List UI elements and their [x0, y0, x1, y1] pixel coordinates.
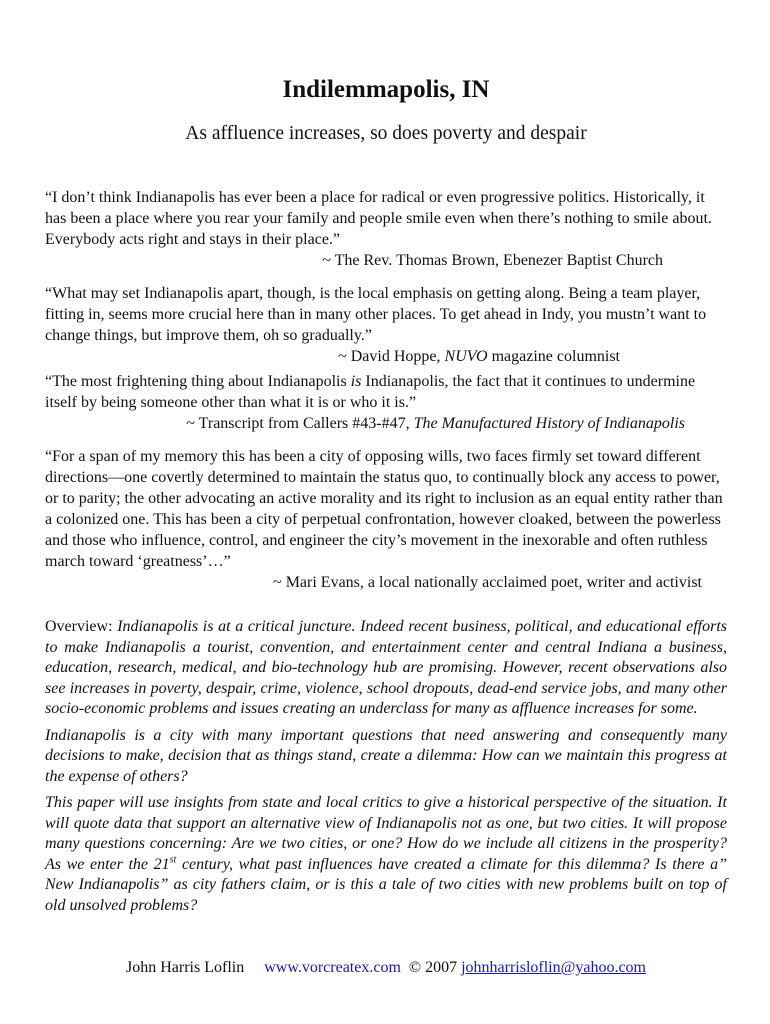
- quote-text: “What may set Indianapolis apart, though, is the local emphasis on getting along. Being a team player, fitting in, seems more crucial here than in many other places. To get ahead in Indy, you mustn’t want to change things, but improve them, oh so gradually.”: [45, 285, 707, 344]
- footer-website-link[interactable]: www.vorcreatex.com: [264, 959, 401, 976]
- attribution-name: ~ David Hoppe,: [338, 348, 445, 365]
- ordinal-suffix: st: [169, 854, 177, 866]
- footer-email-link[interactable]: johnharrisloflin@yahoo.com: [461, 959, 646, 976]
- quote-attribution: ~ The Rev. Thomas Brown, Ebenezer Baptist Church: [322, 252, 663, 269]
- quote-text: “For a span of my memory this has been a city of opposing wills, two faces firmly set toward different directions—one covertly determined to maintain the status quo, to continually block any access to power, or to parity; the other advocating an active morality and its right to inclusion as an equal entity rather than a colonized one. This has been a city of perpetual confrontation, however cloaked, between the powerless and those who influence, control, and engineer the city’s movement in the inexorable and often ruthless march toward ‘greatness’…”: [45, 448, 723, 570]
- attribution-role: magazine columnist: [487, 348, 620, 365]
- overview-section: [45, 617, 727, 916]
- quote-evans: [45, 446, 727, 593]
- quote-brown: [45, 187, 727, 271]
- overview-label: Overview:: [45, 618, 118, 635]
- quote-attribution: ~ Mari Evans, a local nationally acclaimed poet, writer and activist: [273, 574, 702, 591]
- footer-copyright: © 2007: [408, 959, 458, 976]
- document-subtitle: As affluence increases, so does poverty and despair: [185, 123, 587, 144]
- publication-name: NUVO: [444, 348, 488, 365]
- overview-paragraph-2: Indianapolis is a city with many important questions that need answering and consequently many decisions to make, decision that as things stand, create a dilemma: How can we maintain this progress at the expense of others?: [45, 726, 727, 785]
- quote-hoppe: [45, 283, 727, 367]
- overview-text: This paper will use insights from state and local critics to give a historical perspective of the situation. It will quote data that support an alternative view of Indianapolis not as one, but two cities. It will propose many questions concerning: Are we two cities, or one? How do we include all citizens in the prosperity? As we enter the 21: [45, 794, 727, 873]
- document-footer: [45, 958, 727, 978]
- quote-attribution: [45, 413, 727, 434]
- quote-text: [45, 371, 727, 413]
- footer-author: John Harris Loflin: [126, 959, 245, 976]
- overview-paragraph-1: [45, 617, 727, 720]
- quote-callers: [45, 371, 727, 434]
- quote-text: “I don’t think Indianapolis has ever been a place for radical or even progressive politics. Historically, it has been a place where you rear your family and people smile even when there’s nothing to smile about. Everybody acts right and stays in their place.”: [45, 189, 712, 248]
- quote-text-part: “The most frightening thing about Indianapolis: [45, 373, 351, 390]
- quote-text-part: Indianapolis, the fact that it continues to undermine itself by being someone other than what it is or who it is.”: [45, 373, 696, 411]
- overview-paragraph-3: [45, 793, 727, 916]
- document-title: Indilemmapolis, IN: [282, 76, 490, 103]
- attribution-source: ~ Transcript from Callers #43-#47,: [186, 415, 414, 432]
- overview-text: century, what past influences have created a climate for this dilemma? Is there a” New Indianapolis” as city fathers claim, or is this a tale of two cities with new problems built on top of old unsolved problems?: [45, 855, 727, 914]
- overview-text: Indianapolis is at a critical juncture. Indeed recent business, political, and educational efforts to make Indianapolis a tourist, convention, and entertainment center and central Indiana a business, education, research, medical, and bio-technology hub are promising. However, recent observations also see increases in poverty, despair, crime, violence, school dropouts, dead-end service jobs, and many other socio-economic problems and issues creating an underclass for many as affluence increases for some.: [45, 618, 728, 717]
- quote-attribution: [45, 346, 727, 367]
- quote-emphasis: is: [350, 373, 362, 390]
- attribution-work: The Manufactured History of Indianapolis: [413, 415, 685, 432]
